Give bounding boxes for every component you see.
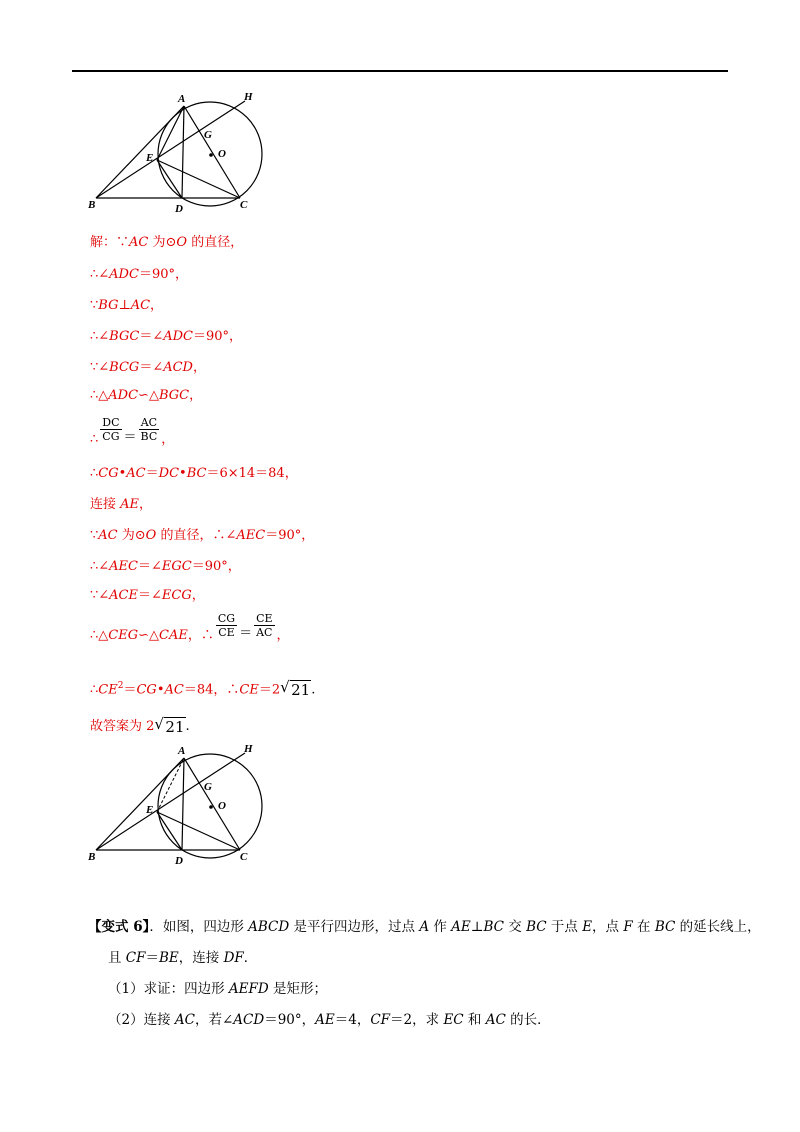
label-b: B xyxy=(88,851,96,863)
problem-line-1: 【变式 6】．如图，四边形 ABCD 是平行四边形，过点 A 作 AE⊥BC 交 BC 于点 E，点 F 在 BC 的延长线上， xyxy=(88,919,761,935)
solution-line-5: ∵∠BCG＝∠ACD， xyxy=(90,360,206,375)
solution-line-8: ∴CG•AC＝DC•BC＝6×14＝84， xyxy=(90,466,298,481)
segment-ac xyxy=(184,106,240,198)
solution-line-1: 解：∵AC 为⊙O 的直径， xyxy=(90,235,244,250)
solution-line-11: ∴∠AEC＝∠EGC＝90°， xyxy=(90,559,241,574)
solution-line-13: ∴△CEG∽△CAE，∴ $\frac{CG}{CE}$ ＝ $\frac{CE}{AC}$ ， xyxy=(90,612,290,643)
label-e: E xyxy=(146,152,154,164)
solution-line-2: ∴∠ADC＝90°， xyxy=(90,267,188,282)
label-d: D xyxy=(175,855,183,867)
label-g: G xyxy=(204,781,212,793)
label-h: H xyxy=(244,91,253,103)
problem-line-4: （2）连接 AC，若∠ACD＝90°，AE＝4，CF＝2，求 EC 和 AC 的长． xyxy=(108,1012,551,1028)
fraction-ce-ac: $\frac{CE}{AC}$ xyxy=(256,612,273,639)
label-o: O xyxy=(218,148,226,160)
problem-line-3: （1）求证：四边形 AEFD 是矩形； xyxy=(108,981,327,997)
solution-line-12: ∵∠ACE＝∠ECG， xyxy=(90,588,205,603)
label-g: G xyxy=(204,129,212,141)
fraction-dc-cg: $\frac{DC}{CG}$ xyxy=(102,416,120,443)
label-d: D xyxy=(175,203,183,215)
center-dot xyxy=(209,153,213,157)
solution-line-4: ∴∠BGC＝∠ADC＝90°， xyxy=(90,329,243,344)
solution-line-7: ∴ $\frac{DC}{CG}$ ＝ $\frac{AC}{BC}$ ， xyxy=(90,416,175,447)
solution-line-14: $\therefore CE^2=CG•AC=84$，∴CE＝2 √ 21. xyxy=(90,678,316,700)
label-c: C xyxy=(240,851,248,863)
sqrt-21: √ 21 xyxy=(280,678,311,700)
label-a: A xyxy=(178,93,186,105)
geometry-figure-bottom xyxy=(80,740,290,870)
solution-line-10: ∵AC 为⊙O 的直径，∴∠AEC＝90°， xyxy=(90,528,315,543)
label-h: H xyxy=(244,743,253,755)
header-rule xyxy=(72,70,728,72)
label-e: E xyxy=(146,804,154,816)
solution-line-15: 故答案为 2 √ 21. xyxy=(90,715,190,736)
geometry-figure-top xyxy=(80,88,290,218)
problem-line-2: 且 CF＝BE，连接 DF． xyxy=(108,950,258,966)
segment-ab xyxy=(96,106,184,198)
label-c: C xyxy=(240,199,248,211)
solution-line-6: ∴△ADC∽△BGC， xyxy=(90,388,203,403)
segment-ad xyxy=(182,106,184,198)
segment-ae-arc xyxy=(157,106,184,160)
label-o: O xyxy=(218,800,226,812)
solution-line-9: 连接 AE， xyxy=(90,497,153,512)
solution-line-3: ∵BG⊥AC， xyxy=(90,298,164,313)
sqrt-21-answer: √ 21 xyxy=(154,715,185,736)
label-a: A xyxy=(178,745,186,757)
label-b: B xyxy=(88,199,96,211)
fraction-cg-ce: $\frac{CG}{CE}$ xyxy=(217,612,236,639)
segment-ae-dashed xyxy=(157,758,184,812)
fraction-ac-bc: $\frac{AC}{BC}$ xyxy=(140,416,158,443)
